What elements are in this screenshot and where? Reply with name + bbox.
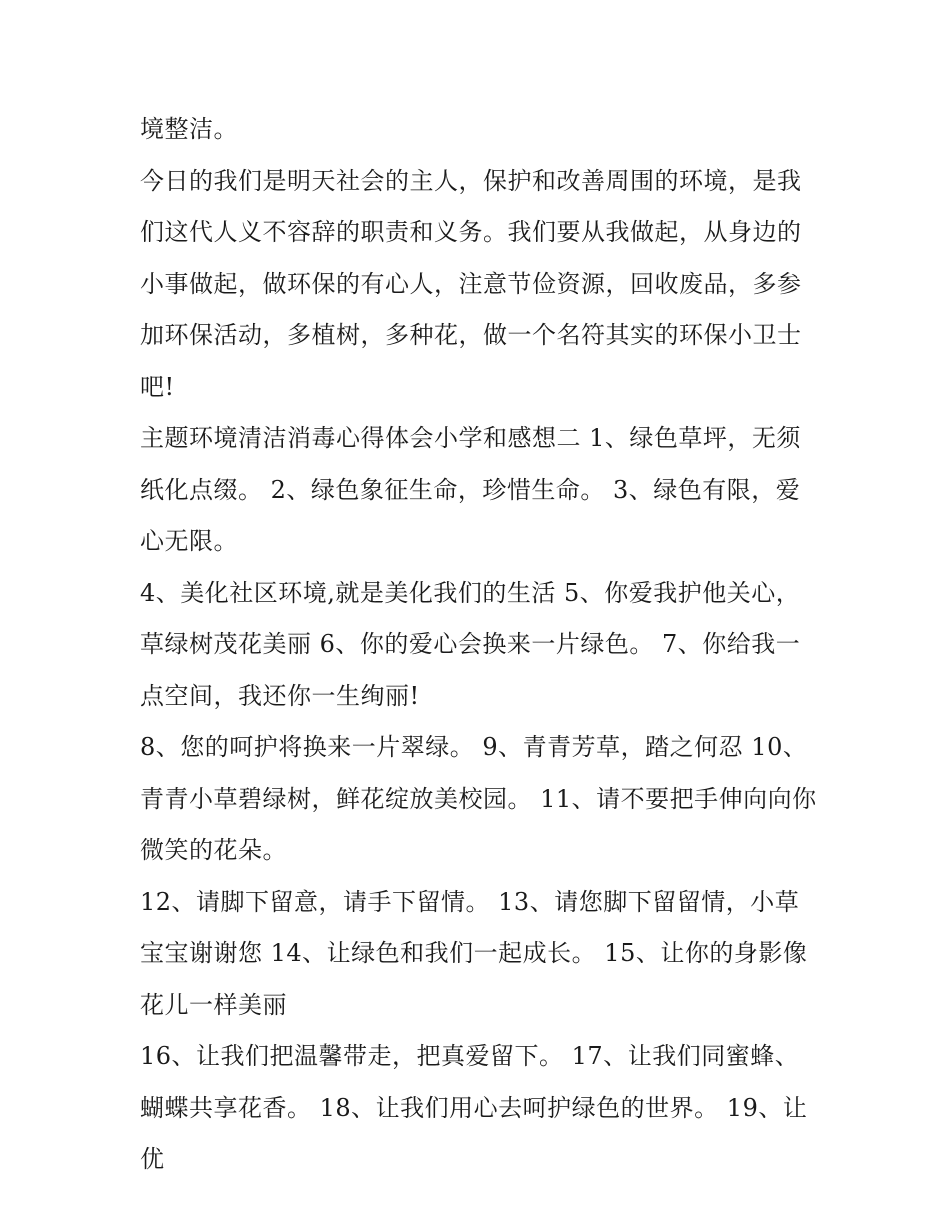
paragraph-7: 16、让我们把温馨带走，把真爱留下。 17、让我们同蜜蜂、蝴蝶共享花香。 18、让我们用心去呵护绿色的世界。 19、让优 xyxy=(140,1042,808,1173)
paragraph-3: 主题环境清洁消毒心得体会小学和感想二 1、绿色草坪，无须纸化点缀。 2、绿色象征生命，珍惜生命。 3、绿色有限，爱心无限。 xyxy=(140,424,801,555)
paragraph-1: 境整洁。 xyxy=(140,115,238,143)
document-body xyxy=(140,104,820,1186)
paragraph-2: 今日的我们是明天社会的主人，保护和改善周围的环境，是我们这代人义不容辞的职责和义务。我们要从我做起，从身边的小事做起，做环保的有心人，注意节俭资源，回收废品，多参加环保活动，多植树，多种花，做一个名符其实的环保小卫士吧! xyxy=(140,166,802,401)
paragraph-5: 8、您的呵护将换来一片翠绿。 9、青青芳草，踏之何忍 10、青青小草碧绿树，鲜花绽放美校园。 11、请不要把手伸向向你微笑的花朵。 xyxy=(140,733,817,864)
paragraph-6: 12、请脚下留意，请手下留情。 13、请您脚下留留情，小草宝宝谢谢您 14、让绿色和我们一起成长。 15、让你的身影像花儿一样美丽 xyxy=(140,887,808,1019)
paragraph-4: 4、美化社区环境,就是美化我们的生活 5、你爱我护他关心，草绿树茂花美丽 6、你的爱心会换来一片绿色。 7、你给我一点空间，我还你一生绚丽! xyxy=(140,578,801,710)
